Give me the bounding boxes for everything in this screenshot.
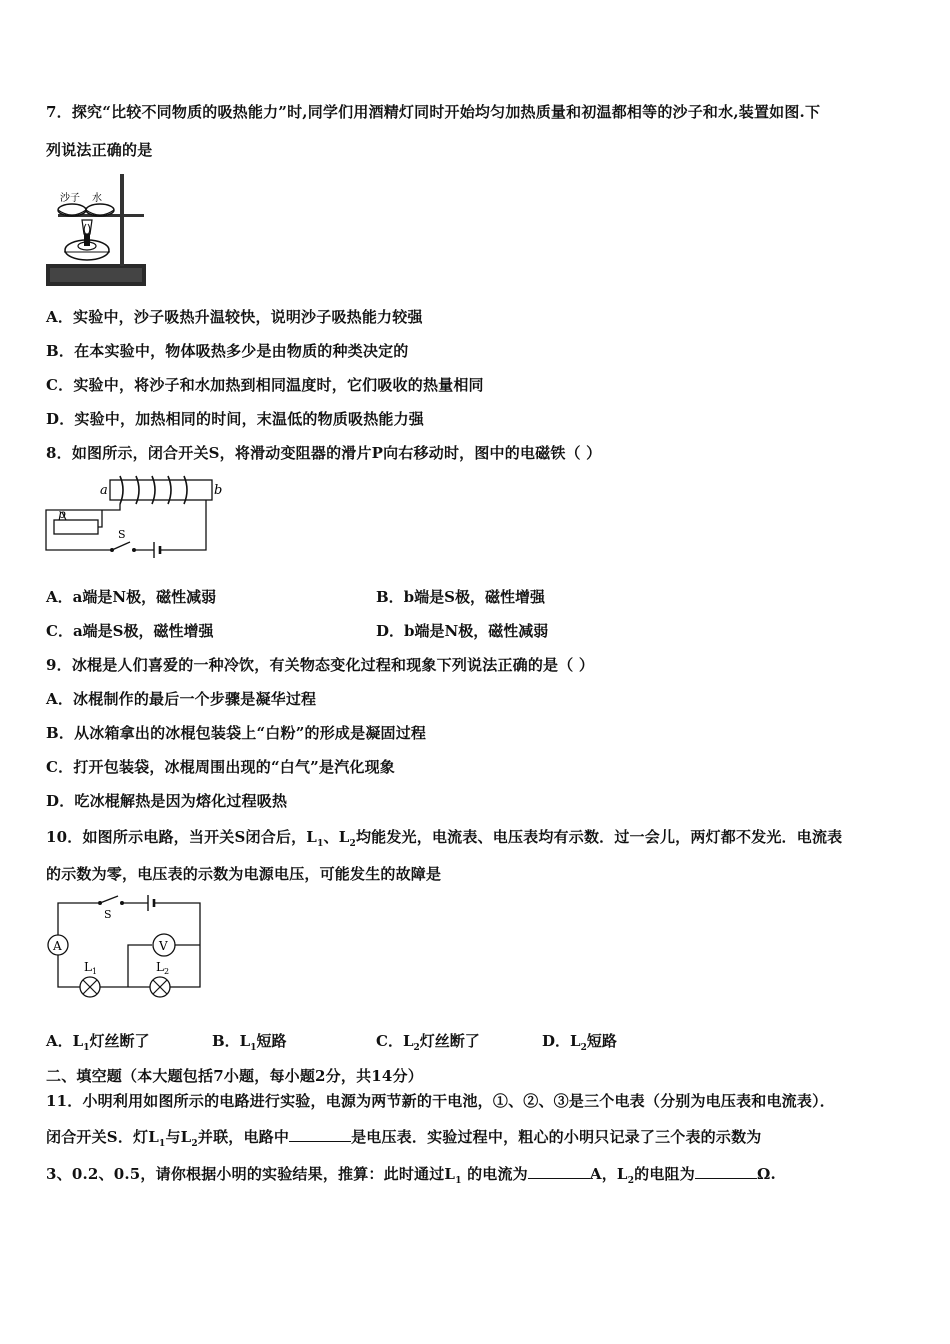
q10-option-c: C．$L_2$灯丝断了 (376, 1032, 480, 1053)
q9-option-b: B．从冰箱拿出的冰棍包装袋上“白粉”的形成是凝固过程 (46, 724, 427, 742)
q9-option-c: C．打开包装袋，冰棍周围出现的“白气”是汽化现象 (46, 758, 395, 776)
q10-stem-line1: 10．如图所示电路，当开关S闭合后，$L_1$、$L_2$均能发光，电流表、电压表均有示数．过一会儿，两灯都不发光．电流表 (46, 828, 843, 849)
q7-option-a: A．实验中，沙子吸热升温较快，说明沙子吸热能力较强 (46, 308, 423, 326)
q10-option-b: B．$L_1$短路 (212, 1032, 287, 1053)
q8-stem: 8．如图所示，闭合开关S，将滑动变阻器的滑片P向右移动时，图中的电磁铁（ ） (46, 444, 602, 462)
q7-label-sand: 沙子 (60, 193, 80, 204)
q8-label-p: p (58, 507, 66, 521)
q9-option-d: D．吃冰棍解热是因为熔化过程吸热 (46, 792, 288, 810)
q10-stem-line2: 的示数为零，电压表的示数为电源电压，可能发生的故障是 (46, 865, 442, 883)
q10-label-l1: $L_1$ (84, 960, 98, 976)
q8-label-a: a (100, 483, 108, 498)
q7-stem-line2: 列说法正确的是 (46, 141, 153, 159)
q9-stem: 9．冰棍是人们喜爱的一种冷饮，有关物态变化过程和现象下列说法正确的是（ ） (46, 656, 595, 674)
q11-line1: 11．小明利用如图所示的电路进行实验，电源为两节新的干电池，①、②、③是三个电表（分别为电压表和电流表）． (46, 1092, 835, 1110)
q10-circuit-figure (44, 893, 206, 1003)
q11-blank-current[interactable] (528, 1164, 590, 1179)
q10-label-l2: $L_2$ (156, 960, 170, 976)
section2-heading: 二、填空题（本大题包括7小题，每小题2分，共14分） (46, 1067, 423, 1085)
q8-electromagnet-circuit-figure (42, 472, 222, 558)
q7-stem-line1: 7．探究“比较不同物质的吸热能力”时,同学们用酒精灯同时开始均匀加热质量和初温都相等的沙子和水,装置如图.下 (46, 103, 821, 121)
q8-option-d: D．b端是N极，磁性减弱 (376, 622, 549, 640)
q8-label-b: b (214, 483, 222, 498)
q7-label-water: 水 (92, 193, 102, 204)
q9-option-a: A．冰棍制作的最后一个步骤是凝华过程 (46, 690, 317, 708)
q8-option-c: C．a端是S极，磁性增强 (46, 622, 214, 640)
q11-line3: 3、0.2、0.5，请你根据小明的实验结果，推算：此时通过$L_1$ 的电流为 A，$L_2$的电阻为 Ω. (46, 1165, 776, 1186)
q8-label-s: S (118, 528, 126, 541)
q8-option-b: B．b端是S极，磁性增强 (376, 588, 545, 606)
q10-label-s: S (104, 908, 112, 921)
q10-option-d: D．$L_2$短路 (542, 1032, 617, 1053)
q10-option-a: A．$L_1$灯丝断了 (46, 1032, 150, 1053)
q11-blank-meter[interactable] (289, 1127, 351, 1142)
q10-voltmeter-label: V (159, 939, 168, 953)
q11-blank-resistance[interactable] (695, 1164, 757, 1179)
q10-ammeter-label: A (53, 939, 62, 953)
q7-option-b: B．在本实验中，物体吸热多少是由物质的种类决定的 (46, 342, 409, 360)
q7-option-c: C．实验中，将沙子和水加热到相同温度时，它们吸收的热量相同 (46, 376, 484, 394)
q7-option-d: D．实验中，加热相同的时间，末温低的物质吸热能力强 (46, 410, 425, 428)
q7-heating-apparatus-figure (44, 170, 150, 290)
q11-line2: 闭合开关S．灯$L_1$与$L_2$并联，电路中 是电压表．实验过程中，粗心的小明只记录了三个表的示数为 (46, 1128, 762, 1149)
q8-option-a: A．a端是N极，磁性减弱 (46, 588, 217, 606)
